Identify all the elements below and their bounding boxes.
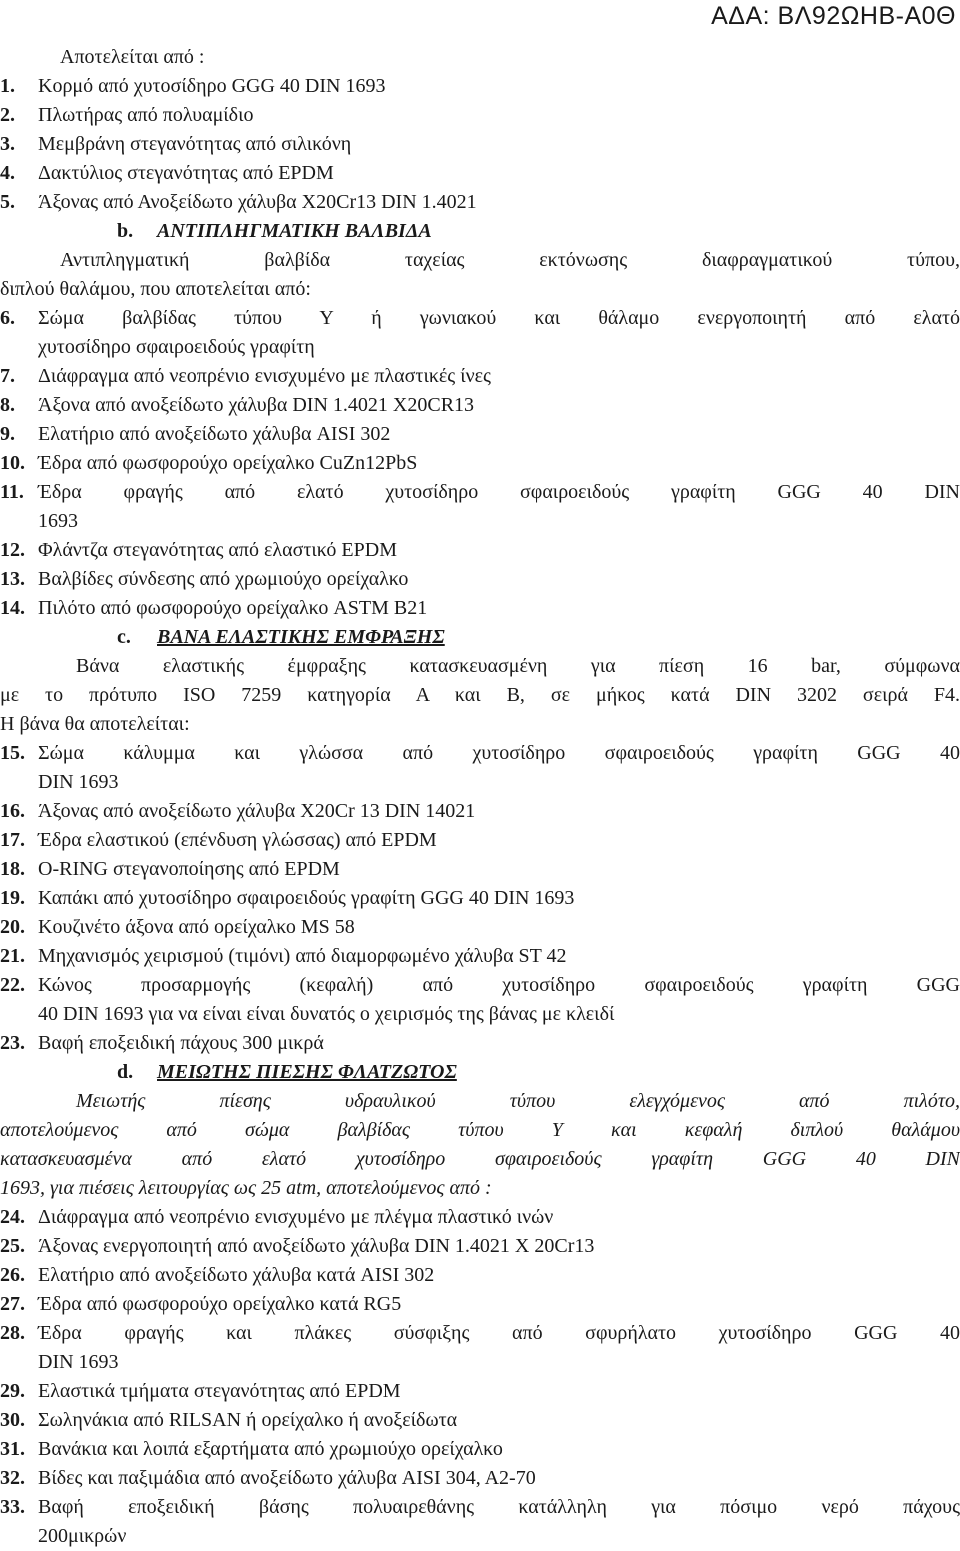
item-text: Έδρα φραγής και πλάκες σύσφιξης από σφυρήλατο χυτοσίδηρο GGG 40: [38, 1322, 960, 1344]
item-number: 4.: [0, 162, 15, 184]
section-b-heading: [0, 217, 960, 246]
item-text: Άξονας ενεργοποιητή από ανοξείδωτο χάλυβα DIN 1.4021 X 20Cr13: [38, 1235, 595, 1257]
item-text: Βανάκια και λοιπά εξαρτήματα από χρωμιούχο ορείχαλκο: [38, 1438, 503, 1460]
section-d-heading: [0, 1058, 960, 1087]
item-text: Έδρα φραγής από ελατό χυτοσίδηρο σφαιροειδούς γραφίτη GGG 40 DIN: [38, 481, 960, 503]
section-letter: b.: [117, 220, 134, 242]
list-item: [0, 565, 960, 594]
list-item: [0, 1232, 960, 1261]
item-text: χυτοσίδηρο σφαιροειδούς γραφίτη: [38, 336, 315, 358]
item-number: 25.: [0, 1235, 25, 1257]
item-text: Ελατήριο από ανοξείδωτο χάλυβα κατά AISI 302: [38, 1264, 435, 1286]
document-body: [0, 43, 960, 1551]
item-number: 22.: [0, 974, 25, 996]
item-number: 30.: [0, 1409, 25, 1431]
item-number: 13.: [0, 568, 25, 590]
intro-text: Αποτελείται από :: [60, 46, 205, 68]
item-text: Σωληνάκια από RILSAN ή ορείχαλκο ή ανοξείδωτα: [38, 1409, 458, 1431]
item-number: 6.: [0, 307, 15, 329]
section-letter: c.: [117, 626, 131, 648]
list-item: [0, 1435, 960, 1464]
list-item: [0, 362, 960, 391]
list-item-cont: [0, 507, 960, 536]
item-text: Ελαστικά τμήματα στεγανότητας από EPDM: [38, 1380, 401, 1402]
para-text: αποτελούμενος από σώμα βαλβίδας τύπου Υ και κεφαλή διπλού θαλάμου: [0, 1119, 960, 1141]
list-item: [0, 797, 960, 826]
para-text: 1693, για πιέσεις λειτουργίας ως 25 atm, αποτελούμενος από :: [0, 1177, 492, 1199]
section-title: ΒΑΝΑ ΕΛΑΣΤΙΚΗΣ ΕΜΦΡΑΞΗΣ: [157, 626, 445, 648]
list-item: [0, 855, 960, 884]
item-number: 21.: [0, 945, 25, 967]
item-text: Βίδες και παξιμάδια από ανοξείδωτο χάλυβα AISI 304, A2-70: [38, 1467, 536, 1489]
item-number: 27.: [0, 1293, 25, 1315]
list-item: [0, 942, 960, 971]
list-item: [0, 1493, 960, 1522]
list-item-cont: [0, 1522, 960, 1551]
item-text: Διάφραγμα από νεοπρένιο ενισχυμένο με πλαστικές ίνες: [38, 365, 491, 387]
list-item: [0, 536, 960, 565]
section-c-para-line: [0, 652, 960, 681]
list-item: [0, 159, 960, 188]
list-item: [0, 304, 960, 333]
list-item: [0, 1406, 960, 1435]
item-text: Έδρα ελαστικού (επένδυση γλώσσας) από EPDM: [38, 829, 437, 851]
para-text: Μειωτής πίεσης υδραυλικού τύπου ελεγχόμενος από πιλότο,: [76, 1090, 960, 1112]
item-text: Μεμβράνη στεγανότητας από σιλικόνη: [38, 133, 352, 155]
item-number: 19.: [0, 887, 25, 909]
section-d-para-line: [0, 1116, 960, 1145]
list-item: [0, 130, 960, 159]
section-c-heading: [0, 623, 960, 652]
list-item: [0, 1464, 960, 1493]
item-text: Έδρα από φωσφορούχο ορείχαλκο κατά RG5: [38, 1293, 402, 1315]
section-b-para-line: [0, 275, 960, 304]
list-item: [0, 1319, 960, 1348]
list-item: [0, 739, 960, 768]
list-item: [0, 971, 960, 1000]
list-item: [0, 420, 960, 449]
item-text: Βαλβίδες σύνδεσης από χρωμιούχο ορείχαλκο: [38, 568, 409, 590]
item-text: Σώμα βαλβίδας τύπου Υ ή γωνιακού και θάλαμο ενεργοποιητή από ελατό: [38, 307, 960, 329]
item-number: 14.: [0, 597, 25, 619]
item-text: DIN 1693: [38, 1351, 119, 1373]
item-text: Ελατήριο από ανοξείδωτο χάλυβα AISI 302: [38, 423, 391, 445]
para-text: Η βάνα θα αποτελείται:: [0, 713, 190, 735]
item-text: Πιλότο από φωσφορούχο ορείχαλκο ASTM B21: [38, 597, 428, 619]
item-text: 200μικρών: [38, 1525, 127, 1547]
item-text: Έδρα από φωσφορούχο ορείχαλκο CuZn12PbS: [38, 452, 418, 474]
document-id-header: ΑΔΑ: ΒΛ92ΩΗΒ-Α0Θ: [711, 2, 956, 30]
item-text: Άξονα από ανοξείδωτο χάλυβα DIN 1.4021 X20CR13: [38, 394, 475, 416]
item-text: Σώμα κάλυμμα και γλώσσα από χυτοσίδηρο σφαιροειδούς γραφίτη GGG 40: [38, 742, 960, 764]
item-text: 40 DIN 1693 για να είναι είναι δυνατός ο χειρισμός της βάνας με κλειδί: [38, 1003, 615, 1025]
list-item: [0, 101, 960, 130]
para-text: κατασκευασμένα από ελατό χυτοσίδηρο σφαιροειδούς γραφίτη GGG 40 DIN: [0, 1148, 960, 1170]
item-number: 11.: [0, 481, 24, 503]
list-item: [0, 1203, 960, 1232]
item-number: 23.: [0, 1032, 25, 1054]
section-c-para-line: [0, 710, 960, 739]
item-number: 17.: [0, 829, 25, 851]
item-number: 16.: [0, 800, 25, 822]
list-item: [0, 391, 960, 420]
item-number: 28.: [0, 1322, 25, 1344]
list-item: [0, 884, 960, 913]
item-number: 2.: [0, 104, 15, 126]
section-letter: d.: [117, 1061, 134, 1083]
item-number: 3.: [0, 133, 15, 155]
para-text: Βάνα ελαστικής έμφραξης κατασκευασμένη για πίεση 16 bar, σύμφωνα: [76, 655, 960, 677]
list-item: [0, 594, 960, 623]
list-item: [0, 188, 960, 217]
item-text: Μηχανισμός χειρισμού (τιμόνι) από διαμορφωμένο χάλυβα ST 42: [38, 945, 567, 967]
item-text: Διάφραγμα από νεοπρένιο ενισχυμένο με πλέγμα πλαστικό ινών: [38, 1206, 554, 1228]
item-number: 8.: [0, 394, 15, 416]
item-text: Καπάκι από χυτοσίδηρο σφαιροειδούς γραφίτη GGG 40 DIN 1693: [38, 887, 575, 909]
list-item: [0, 1290, 960, 1319]
item-text: Άξονας από ανοξείδωτο χάλυβα X20Cr 13 DIN 14021: [38, 800, 476, 822]
section-title: ΑΝΤΙΠΛΗΓΜΑΤΙΚΗ ΒΑΛΒΙΔΑ: [157, 220, 432, 242]
item-number: 33.: [0, 1496, 25, 1518]
item-number: 9.: [0, 423, 15, 445]
item-text: O-RING στεγανοποίησης από EPDM: [38, 858, 340, 880]
section-title: ΜΕΙΩΤΗΣ ΠΙΕΣΗΣ ΦΛΑΤΖΩΤΟΣ: [157, 1061, 457, 1083]
section-c-para-line: [0, 681, 960, 710]
item-number: 26.: [0, 1264, 25, 1286]
item-text: Άξονας από Ανοξείδωτο χάλυβα X20Cr13 DIN 1.4021: [38, 191, 477, 213]
section-d-para-line: [0, 1145, 960, 1174]
list-item: [0, 72, 960, 101]
item-number: 5.: [0, 191, 15, 213]
item-text: Φλάντζα στεγανότητας από ελαστικό EPDM: [38, 539, 397, 561]
section-d-para-line: [0, 1174, 960, 1203]
para-text: Αντιπληγματική βαλβίδα ταχείας εκτόνωσης διαφραγματικού τύπου,: [60, 249, 960, 271]
list-item: [0, 826, 960, 855]
list-item: [0, 449, 960, 478]
item-number: 32.: [0, 1467, 25, 1489]
item-number: 24.: [0, 1206, 25, 1228]
para-text: διπλού θαλάμου, που αποτελείται από:: [0, 278, 311, 300]
list-item: [0, 913, 960, 942]
item-text: Δακτύλιος στεγανότητας από EPDM: [38, 162, 334, 184]
item-text: Κουζινέτο άξονα από ορείχαλκο MS 58: [38, 916, 355, 938]
item-number: 1.: [0, 75, 15, 97]
list-item: [0, 1261, 960, 1290]
list-item: [0, 478, 960, 507]
intro-line: [0, 43, 960, 72]
list-item-cont: [0, 1000, 960, 1029]
item-text: DIN 1693: [38, 771, 119, 793]
item-number: 15.: [0, 742, 25, 764]
list-item-cont: [0, 333, 960, 362]
item-number: 29.: [0, 1380, 25, 1402]
item-text: Βαφή εποξειδική πάχους 300 μικρά: [38, 1032, 324, 1054]
item-number: 7.: [0, 365, 15, 387]
item-text: Πλωτήρας από πολυαμίδιο: [38, 104, 254, 126]
item-text: Κορμό από χυτοσίδηρο GGG 40 DIN 1693: [38, 75, 386, 97]
list-item: [0, 1377, 960, 1406]
item-number: 18.: [0, 858, 25, 880]
list-item-cont: [0, 768, 960, 797]
item-text: Κώνος προσαρμογής (κεφαλή) από χυτοσίδηρο σφαιροειδούς γραφίτη GGG: [38, 974, 960, 996]
item-number: 20.: [0, 916, 25, 938]
list-item: [0, 1029, 960, 1058]
section-b-para-line: [0, 246, 960, 275]
item-text: 1693: [38, 510, 78, 532]
section-d-para-line: [0, 1087, 960, 1116]
item-number: 31.: [0, 1438, 25, 1460]
para-text: με το πρότυπο ISO 7259 κατηγορία Α και Β, σε μήκος κατά DIN 3202 σειρά F4.: [0, 684, 960, 706]
item-number: 12.: [0, 539, 25, 561]
item-text: Βαφή εποξειδική βάσης πολυαιρεθάνης κατάλληλη για πόσιμο νερό πάχους: [38, 1496, 960, 1518]
item-number: 10.: [0, 452, 25, 474]
list-item-cont: [0, 1348, 960, 1377]
